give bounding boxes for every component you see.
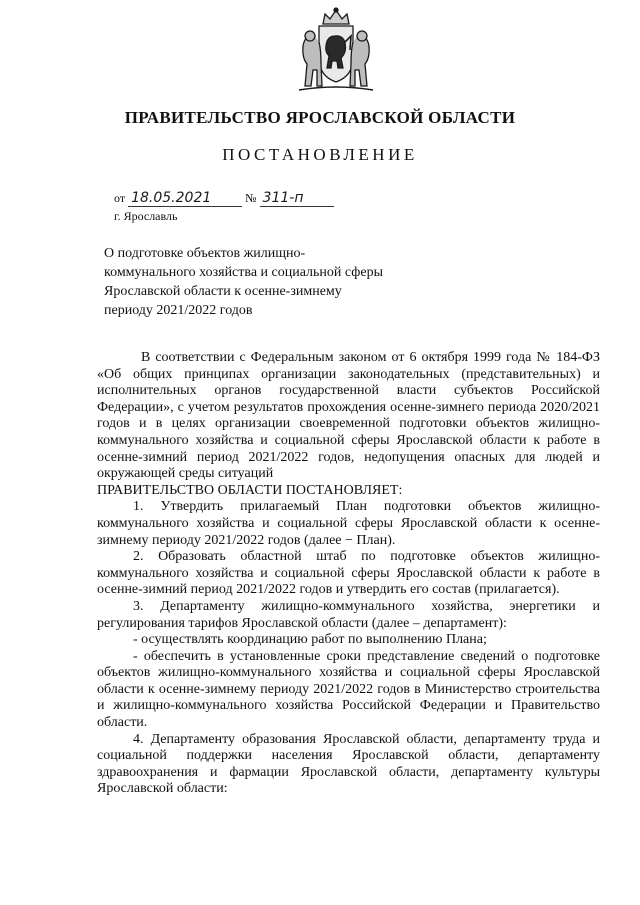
handwritten-date: 18.05.2021 (128, 190, 242, 207)
city: г. Ярославль (114, 209, 178, 223)
list-item: 2. Образовать областной штаб по подготовке объектов жилищно-коммунального хозяйства и социальной сферы Ярославской области к работе в осенне-зимний период 2021/2022 годов и утвердить его состав (прилагается). (97, 549, 600, 598)
list-item: 3. Департаменту жилищно-коммунального хозяйства, энергетики и регулирования тарифов Ярославской области (далее – департамент): (97, 598, 600, 631)
number-prefix: № (245, 191, 257, 205)
list-item: 1. Утвердить прилагаемый План подготовки объектов жилищно-коммунального хозяйства и социальной сферы Ярославской области к осенне-зимнему периоду 2021/2022 годов (далее − План). (97, 499, 600, 548)
handwritten-number: 311-п (260, 190, 334, 207)
date-prefix: от (114, 191, 126, 205)
date-number-line (114, 190, 334, 207)
document-body (97, 350, 600, 798)
coat-of-arms-icon (293, 6, 379, 96)
document-subject: О подготовке объектов жилищно-коммунального хозяйства и социальной сферы Ярославской области к осенне-зимнему периоду 2021/2022 годов (104, 246, 383, 318)
government-title: ПРАВИТЕЛЬСТВО ЯРОСЛАВСКОЙ ОБЛАСТИ (124, 108, 516, 127)
sub-list-item: - осуществлять координацию работ по выполнению Плана; (133, 632, 487, 648)
list-item: 4. Департаменту образования Ярославской области, департаменту труда и социальной поддержки населения Ярославской области, департаменту здравоохранения и фармации Ярославской области, департаменту культуры Ярославской области: (97, 731, 600, 797)
preamble-paragraph: В соответствии с Федеральным законом от 6 октября 1999 года № 184-ФЗ «Об общих принципах организации законодательных (представительных) и исполнительных органов государственной власти субъектов Российской Федерации», с учетом результатов прохождения осенне-зимнего периода 2020/2021 годов и в целях организации своевременной подготовки объектов жилищно-коммунального хозяйства и социальной сферы Ярославской области к работе в осенне-зимний период 2021/2022 годов, недопущения опасных для людей и окружающей среды ситуаций (97, 350, 600, 482)
decree-heading: ПРАВИТЕЛЬСТВО ОБЛАСТИ ПОСТАНОВЛЯЕТ: (97, 482, 403, 498)
document-type: ПОСТАНОВЛЕНИЕ (222, 145, 418, 164)
sub-list-item: - обеспечить в установленные сроки представление сведений о подготовке объектов жилищно-коммунального хозяйства и социальной сферы Ярославской области к осенне-зимнему периоду 2021/2022 годов в Министерство строительства и жилищно-коммунального хозяйства Российской Федерации и Правительство области. (97, 648, 600, 731)
